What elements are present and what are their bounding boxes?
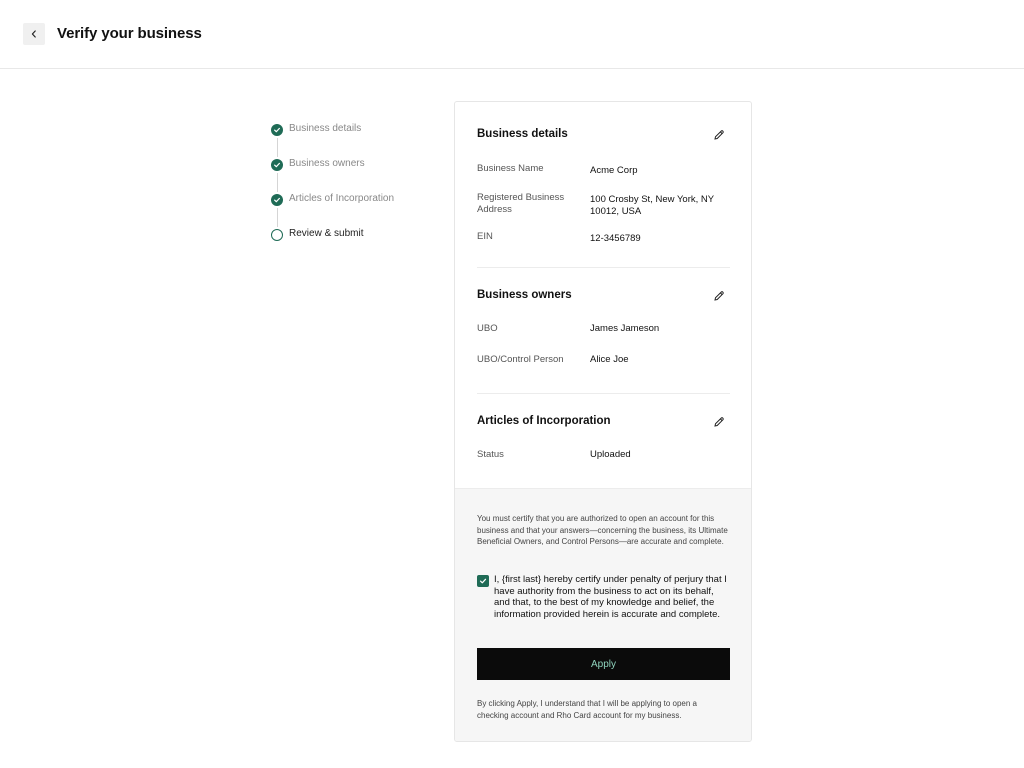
back-button[interactable] [23,23,45,45]
section-divider [477,267,730,268]
ubo-value: James Jameson [590,323,660,334]
empty-circle-icon [271,229,283,241]
pencil-icon [713,129,725,141]
section-divider [477,393,730,394]
status-value: Uploaded [590,449,631,460]
check-circle-icon [271,124,283,136]
business-owners-section [477,289,730,379]
ein-label: EIN [477,231,493,242]
address-label: Registered Business Address [477,192,565,215]
apply-button[interactable]: Apply [477,648,730,680]
ein-value: 12-3456789 [590,233,641,244]
business-name-value: Acme Corp [590,165,638,176]
control-person-label: UBO/Control Person [477,354,564,365]
section-title: Business details [477,128,568,140]
certification-panel [455,488,752,742]
check-icon [479,577,487,585]
control-person-value: Alice Joe [590,354,629,365]
section-title: Articles of Incorporation [477,415,611,427]
chevron-left-icon [29,29,39,39]
pencil-icon [713,416,725,428]
step-label: Articles of Incorporation [289,193,395,204]
business-name-label: Business Name [477,163,544,174]
step-connector [277,208,278,227]
status-label: Status [477,449,504,460]
step-label: Business details [289,123,362,134]
check-circle-icon [271,194,283,206]
page-title: Verify your business [57,25,202,42]
section-title: Business owners [477,289,572,301]
certify-checkbox-label[interactable]: I, {first last} hereby certify under penalty of perjury that I have authority from the business to act on its behalf, and that, to the best of my knowledge and belief, the information provided herein is accurate and complete. [494,574,727,620]
step-connector [277,138,278,157]
step-business-details[interactable] [271,122,441,157]
step-label: Business owners [289,158,365,169]
review-card [454,101,752,742]
ubo-label: UBO [477,323,498,334]
progress-stepper [271,122,441,262]
page-header [0,0,1024,69]
articles-section [477,415,730,475]
step-label: Review & submit [289,228,364,239]
step-business-owners[interactable] [271,157,441,192]
step-articles-of-incorporation[interactable] [271,192,441,227]
certify-checkbox[interactable] [477,575,489,587]
apply-disclaimer: By clicking Apply, I understand that I will be applying to open a checking account and Rho Card account for my business. [477,699,697,720]
certification-note: You must certify that you are authorized to open an account for this business and that your answers—concerning the business, its Ultimate Beneficial Owners, and Control Persons—are accurate and complete. [477,514,728,546]
business-details-section [477,128,730,278]
edit-articles-button[interactable] [712,415,726,429]
step-connector [277,173,278,192]
step-review-submit[interactable] [271,227,441,262]
address-value: 100 Crosby St, New York, NY 10012, USA [590,194,714,217]
edit-business-details-button[interactable] [712,128,726,142]
check-circle-icon [271,159,283,171]
edit-business-owners-button[interactable] [712,289,726,303]
pencil-icon [713,290,725,302]
